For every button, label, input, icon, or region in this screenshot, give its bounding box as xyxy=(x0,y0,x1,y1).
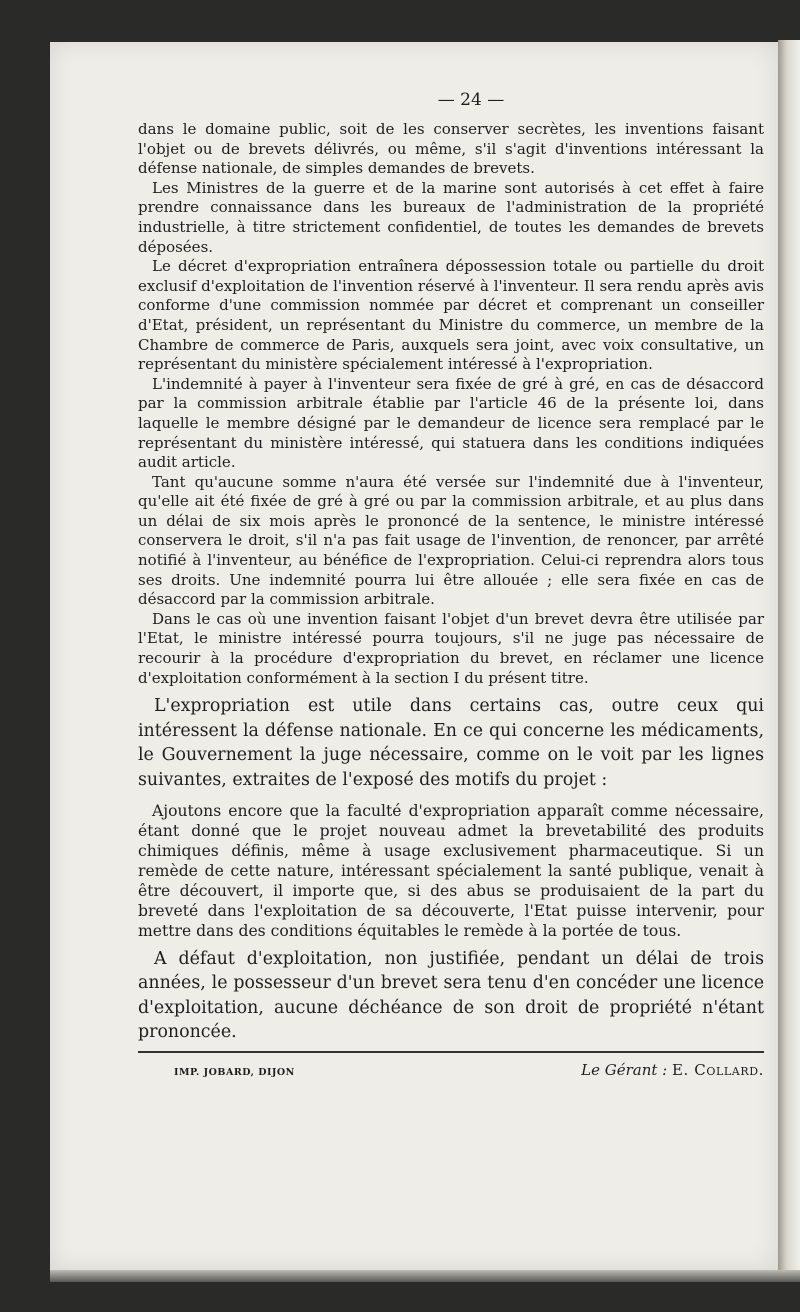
commentary-section xyxy=(138,694,764,792)
law-paragraph: L'indemnité à payer à l'inventeur sera fixée de gré à gré, en cas de désaccord par la commission arbitrale établie par l'article 46 de la présente loi, dans laquelle le membre désigné par le demandeur de licence sera remplacé par le représentant du ministère intéressé, qui statuera dans les conditions indiquées audit article. xyxy=(138,374,764,472)
quoted-paragraph: Ajoutons encore que la faculté d'expropriation apparaît comme nécessaire, étant donné que le projet nouveau admet la brevetabilité des produits chimiques définis, même à usage exclusivement pharmaceutique. Si un remède de cette nature, intéressant spécialement la santé publique, venait à être découvert, il importe que, si des abus se produisaient de la part du breveté dans l'exploitation de sa découverte, l'Etat puisse intervenir, pour mettre dans des conditions équitables le remède à la portée de tous. xyxy=(138,801,764,940)
printer-credit: IMP. JOBARD, DIJON xyxy=(174,1066,295,1078)
commentary-section-2 xyxy=(138,947,764,1045)
gerant-credit xyxy=(581,1061,764,1079)
gerant-name: E. Collard. xyxy=(671,1060,764,1079)
law-paragraph: Le décret d'expropriation entraînera dépossession totale ou partielle du droit exclusif d'exploitation de l'invention réservé à l'inventeur. Il sera rendu après avis conforme d'une commission nommée par décret et comprenant un conseiller d'Etat, président, un représentant du Ministre du commerce, un membre de la Chambre de commerce de Paris, auxquels sera joint, avec voix consultative, un représentant du ministère spécialement intéressé à l'expropriation. xyxy=(138,257,764,374)
footer-divider xyxy=(138,1051,764,1053)
page-edge-bottom xyxy=(50,1270,800,1282)
law-text-section xyxy=(138,120,764,688)
page-footer xyxy=(138,1061,764,1079)
commentary-paragraph: A défaut d'exploitation, non justifiée, pendant un délai de trois années, le possesseur d'un brevet sera tenu d'en concéder une licence d'exploitation, aucune déchéance de son droit de propriété n'étant prononcée. xyxy=(138,948,764,1043)
page-number: — 24 — xyxy=(437,90,505,110)
quoted-excerpt xyxy=(138,801,764,941)
page-content xyxy=(138,90,764,1079)
page-edge-right xyxy=(778,40,800,1274)
law-paragraph: dans le domaine public, soit de les conserver secrètes, les inventions faisant l'objet ou de brevets délivrés, ou même, s'il s'agit d'inventions intéressant la défense nationale, de simples demandes de brevets. xyxy=(138,120,764,178)
law-paragraph: Dans le cas où une invention faisant l'objet d'un brevet devra être utilisée par l'Etat, le ministre intéressé pourra toujours, s'il ne juge pas nécessaire de recourir à la procédure d'expropriation du brevet, en réclamer une licence d'exploitation conformément à la section I du présent titre. xyxy=(138,609,764,687)
law-paragraph: Les Ministres de la guerre et de la marine sont autorisés à cet effet à faire prendre connaissance dans les bureaux de l'administration de la propriété industrielle, à titre strictement confidentiel, de toutes les demandes de brevets déposées. xyxy=(138,178,764,256)
commentary-paragraph: L'expropriation est utile dans certains cas, outre ceux qui intéressent la défense nationale. En ce qui concerne les médicaments, le Gouvernement la juge nécessaire, comme on le voit par les lignes suivantes, extraites de l'exposé des motifs du projet : xyxy=(138,696,764,790)
law-paragraph: Tant qu'aucune somme n'aura été versée sur l'indemnité due à l'inventeur, qu'elle ait été fixée de gré à gré ou par la commission arbitrale, et au plus dans un délai de six mois après le prononcé de la sentence, le ministre intéressé conservera le droit, s'il n'a pas fait usage de l'invention, de renoncer, par arrêté notifié à l'inventeur, au bénéfice de l'expropriation. Celui-ci reprendra alors tous ses droits. Une indemnité pourra lui être allouée ; elle sera fixée en cas de désaccord par la commission arbitrale. xyxy=(138,472,764,609)
gerant-label: Le Gérant : xyxy=(581,1060,668,1079)
